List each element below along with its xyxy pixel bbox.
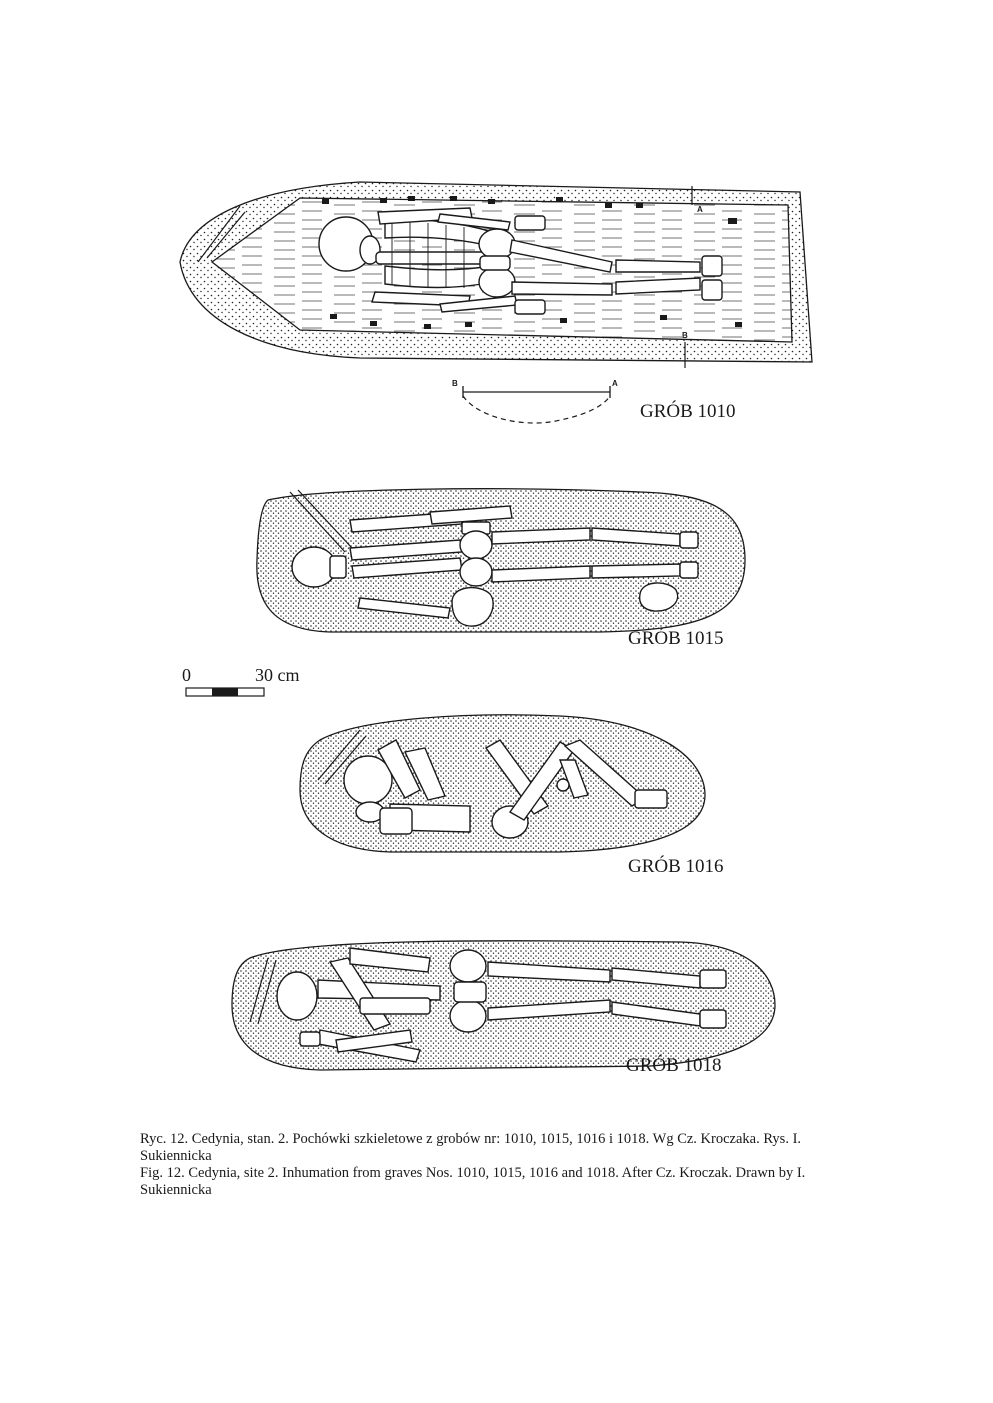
grave-1018-label: GRÓB 1018: [626, 1055, 722, 1076]
scale-max-label: 30 cm: [255, 665, 300, 685]
svg-text:A: A: [697, 205, 703, 214]
scale-zero-label: 0: [182, 665, 191, 685]
grave-1015-plan: [257, 489, 745, 649]
grave-1015-label: GRÓB 1015: [628, 628, 724, 649]
caption-english: Fig. 12. Cedynia, site 2. Inhumation from graves Nos. 1010, 1015, 1016 and 1018. After Cz. Kroczak. Drawn by I. Sukiennicka: [140, 1165, 806, 1198]
svg-text:B: B: [682, 331, 688, 340]
svg-text:B: B: [452, 379, 458, 388]
figure-caption: [140, 1131, 870, 1199]
scale-bar: [182, 665, 300, 696]
grave-1010-label: GRÓB 1010: [640, 401, 736, 422]
grave-1018-plan: [232, 941, 775, 1076]
cross-section-1010: [452, 379, 618, 423]
caption-polish: Ryc. 12. Cedynia, stan. 2. Pochówki szkieletowe z grobów nr: 1010, 1015, 1016 i 1018. Wg Cz. Kroczaka. Rys. I. Sukiennicka: [140, 1131, 802, 1164]
grave-1016-plan: [300, 715, 724, 877]
grave-1016-label: GRÓB 1016: [628, 856, 724, 877]
svg-text:A: A: [612, 379, 618, 388]
grave-1010-plan: [180, 182, 812, 423]
